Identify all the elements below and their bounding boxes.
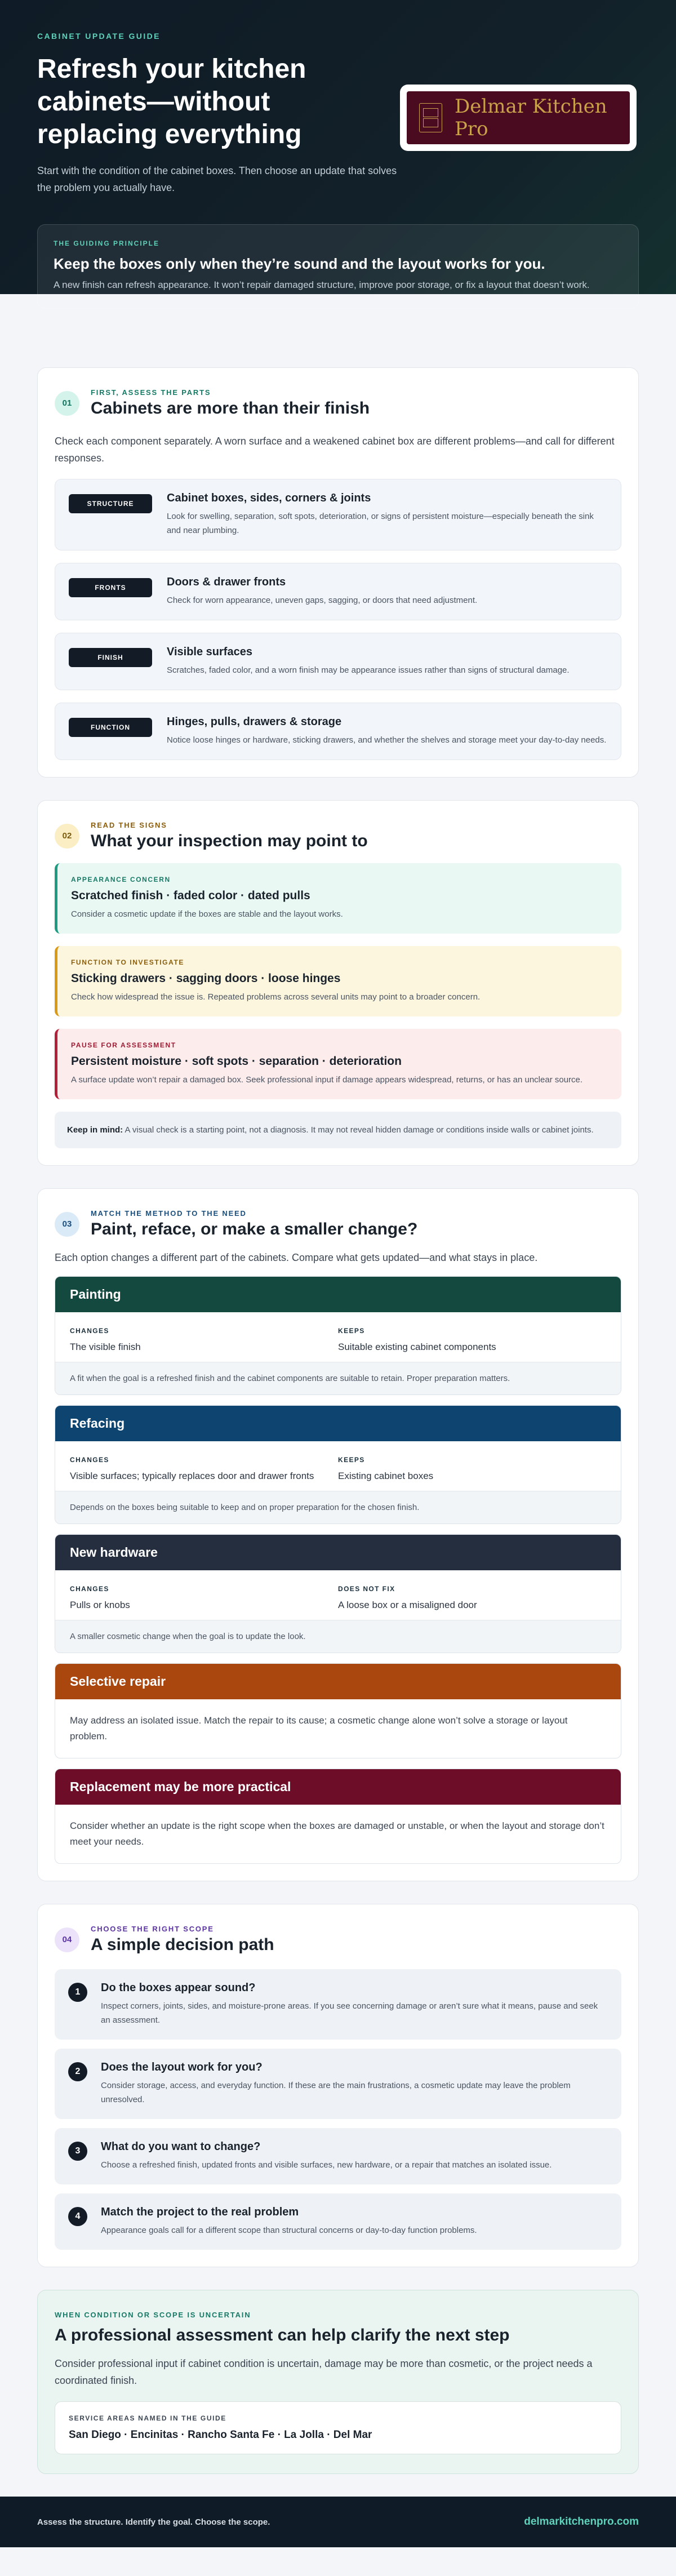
- keep-text: A visual check is a starting point, not a diagnosis. It may not reveal hidden damage or conditions inside walls or cabinet joints.: [123, 1125, 594, 1135]
- cta-eyebrow: WHEN CONDITION OR SCOPE IS UNCERTAIN: [55, 2311, 251, 2319]
- method-title: Painting: [55, 1277, 621, 1312]
- col-label: CHANGES: [70, 1456, 109, 1464]
- step-text: Inspect corners, joints, sides, and moisture-prone areas. If you see concerning damage or aren’t sure what it means, pause and seek an assessment.: [101, 2001, 598, 2025]
- method-refacing: [55, 1405, 621, 1524]
- guiding-principle-box: [37, 224, 639, 309]
- section-eyebrow: MATCH THE METHOD TO THE NEED: [91, 1209, 247, 1218]
- cta-title: A professional assessment can help clarify the next step: [55, 2326, 510, 2344]
- main-content: [0, 294, 676, 2474]
- section-number-badge: 01: [55, 391, 79, 416]
- part-title: Hinges, pulls, drawers & storage: [167, 716, 342, 728]
- method-selective-repair: [55, 1663, 621, 1758]
- col-label: KEEPS: [338, 1327, 365, 1335]
- section-number-badge: 02: [55, 824, 79, 849]
- section-title: Paint, reface, or make a smaller change?: [91, 1220, 418, 1238]
- hero-banner: [0, 0, 676, 294]
- col-label: KEEPS: [338, 1456, 365, 1464]
- decision-step: [55, 2049, 621, 2119]
- sign-text: A surface update won’t repair a damaged box. Seek professional input if damage appears widespread, returns, or has an unclear source.: [71, 1075, 583, 1085]
- col-value: Existing cabinet boxes: [338, 1471, 434, 1481]
- sign-label: APPEARANCE CONCERN: [71, 876, 171, 883]
- col-value: A loose box or a misaligned door: [338, 1600, 477, 1610]
- step-title: Do the boxes appear sound?: [101, 1982, 256, 1994]
- decision-step: [55, 2193, 621, 2250]
- section-read-signs: [37, 800, 639, 1166]
- sign-function: [55, 946, 621, 1016]
- logo-text: Delmar Kitchen Pro: [454, 95, 607, 140]
- part-text: Look for swelling, separation, soft spots, deterioration, or signs of persistent moisture—especially beneath the sink and near plumbing.: [167, 512, 594, 535]
- principle-text: A new finish can refresh appearance. It won’t repair damaged structure, improve poor storage, or fix a layout that doesn’t work.: [54, 279, 590, 290]
- assessment-callout: [37, 2290, 639, 2474]
- method-new-hardware: [55, 1534, 621, 1653]
- part-tag: FUNCTION: [69, 718, 152, 737]
- hero-eyebrow: CABINET UPDATE GUIDE: [37, 32, 161, 41]
- step-number: 3: [68, 2142, 87, 2161]
- section-title: Cabinets are more than their finish: [91, 399, 370, 418]
- method-text: May address an isolated issue. Match the repair to its cause; a cosmetic change alone won’t solve a storage or layout problem.: [70, 1715, 568, 1742]
- section-eyebrow: FIRST, ASSESS THE PARTS: [91, 388, 211, 397]
- part-text: Notice loose hinges or hardware, sticking drawers, and whether the shelves and storage meet your day-to-day needs.: [167, 735, 607, 745]
- section-title: A simple decision path: [91, 1935, 274, 1954]
- step-text: Consider storage, access, and everyday function. If these are the main frustrations, a cosmetic update may leave the problem unresolved.: [101, 2081, 571, 2104]
- part-tag: FINISH: [69, 648, 152, 667]
- col-label: DOES NOT FIX: [338, 1585, 395, 1593]
- sign-label: FUNCTION TO INVESTIGATE: [71, 958, 185, 966]
- step-text: Choose a refreshed finish, updated fronts and visible surfaces, new hardware, or a repair that matches an isolated issue.: [101, 2160, 552, 2170]
- brand-logo: [400, 85, 637, 151]
- step-number: 1: [68, 1983, 87, 2002]
- decision-step: [55, 2128, 621, 2184]
- method-note: A smaller cosmetic change when the goal is to update the look.: [55, 1620, 621, 1653]
- method-title: Selective repair: [55, 1664, 621, 1699]
- page-footer: [0, 2497, 676, 2547]
- sign-text: Consider a cosmetic update if the boxes are stable and the layout works.: [71, 909, 343, 919]
- method-painting: [55, 1276, 621, 1395]
- footer-tagline: Assess the structure. Identify the goal. Choose the scope.: [37, 2517, 270, 2527]
- step-title: Does the layout work for you?: [101, 2061, 263, 2073]
- areas-list: San Diego · Encinitas · Rancho Santa Fe · La Jolla · Del Mar: [69, 2429, 372, 2441]
- sign-pause: [55, 1029, 621, 1099]
- section-number-badge: 04: [55, 1927, 79, 1952]
- section-eyebrow: READ THE SIGNS: [91, 821, 167, 829]
- part-title: Visible surfaces: [167, 646, 252, 658]
- sign-title: Scratched finish · faded color · dated pulls: [71, 889, 310, 902]
- section-assess-parts: [37, 367, 639, 778]
- cta-text: Consider professional input if cabinet condition is uncertain, damage may be more than cosmetic, or the project needs a coordinated finish.: [55, 2358, 593, 2386]
- sign-title: Persistent moisture · soft spots · separation · deterioration: [71, 1055, 402, 1068]
- method-note: A fit when the goal is a refreshed finish and the cabinet components are suitable to retain. Proper preparation matters.: [55, 1362, 621, 1394]
- col-value: Pulls or knobs: [70, 1600, 130, 1610]
- part-text: Scratches, faded color, and a worn finish may be appearance issues rather than signs of structural damage.: [167, 665, 570, 675]
- method-title: Refacing: [55, 1406, 621, 1441]
- section-methods: [37, 1188, 639, 1881]
- part-tag: STRUCTURE: [69, 494, 152, 513]
- section-intro: Each option changes a different part of the cabinets. Compare what gets updated—and what stays in place.: [55, 1252, 538, 1263]
- sign-appearance: [55, 863, 621, 934]
- keep-label: Keep in mind:: [67, 1125, 123, 1135]
- part-structure: [55, 479, 621, 550]
- step-title: Match the project to the real problem: [101, 2206, 299, 2218]
- website-link[interactable]: delmarkitchenpro.com: [524, 2516, 639, 2528]
- hero-intro: Start with the condition of the cabinet boxes. Then choose an update that solves the problem you actually have.: [37, 165, 397, 193]
- service-areas-box: [55, 2401, 621, 2454]
- step-number: 4: [68, 2207, 87, 2226]
- step-title: What do you want to change?: [101, 2140, 261, 2153]
- section-decision-path: [37, 1904, 639, 2267]
- sign-title: Sticking drawers · sagging doors · loose hinges: [71, 972, 341, 985]
- method-title: New hardware: [55, 1535, 621, 1570]
- part-fronts: [55, 563, 621, 620]
- part-tag: FRONTS: [69, 578, 152, 597]
- page-title: Refresh your kitchen cabinets—without replacing everything: [37, 54, 306, 149]
- col-label: CHANGES: [70, 1327, 109, 1335]
- part-title: Cabinet boxes, sides, corners & joints: [167, 492, 371, 504]
- col-label: CHANGES: [70, 1585, 109, 1593]
- principle-title: Keep the boxes only when they’re sound and the layout works for you.: [54, 255, 545, 272]
- section-number-badge: 03: [55, 1212, 79, 1237]
- col-value: The visible finish: [70, 1342, 141, 1352]
- method-note: Depends on the boxes being suitable to keep and on proper preparation for the chosen finish.: [55, 1491, 621, 1524]
- col-value: Visible surfaces; typically replaces door and drawer fronts: [70, 1471, 314, 1481]
- method-text: Consider whether an update is the right scope when the boxes are damaged or unstable, or when the layout and storage don’t meet your needs.: [70, 1820, 604, 1847]
- cabinet-icon: [419, 103, 442, 132]
- section-intro: Check each component separately. A worn surface and a weakened cabinet box are different problems—and call for different responses.: [55, 436, 615, 464]
- step-text: Appearance goals call for a different scope than structural concerns or day-to-day function problems.: [101, 2226, 477, 2235]
- section-eyebrow: CHOOSE THE RIGHT SCOPE: [91, 1925, 214, 1933]
- step-number: 2: [68, 2062, 87, 2081]
- areas-label: SERVICE AREAS NAMED IN THE GUIDE: [69, 2414, 226, 2422]
- method-title: Replacement may be more practical: [55, 1769, 621, 1805]
- principle-eyebrow: THE GUIDING PRINCIPLE: [54, 239, 160, 247]
- col-value: Suitable existing cabinet components: [338, 1342, 496, 1352]
- sign-text: Check how widespread the issue is. Repeated problems across several units may point to a broader concern.: [71, 992, 481, 1002]
- keep-in-mind-note: [55, 1112, 621, 1148]
- decision-step: [55, 1969, 621, 2040]
- sign-label: PAUSE FOR ASSESSMENT: [71, 1041, 176, 1049]
- part-finish: [55, 633, 621, 690]
- part-text: Check for worn appearance, uneven gaps, sagging, or doors that need adjustment.: [167, 596, 478, 605]
- part-function: [55, 703, 621, 760]
- part-title: Doors & drawer fronts: [167, 576, 286, 588]
- section-title: What your inspection may point to: [91, 832, 368, 850]
- method-replacement: [55, 1769, 621, 1864]
